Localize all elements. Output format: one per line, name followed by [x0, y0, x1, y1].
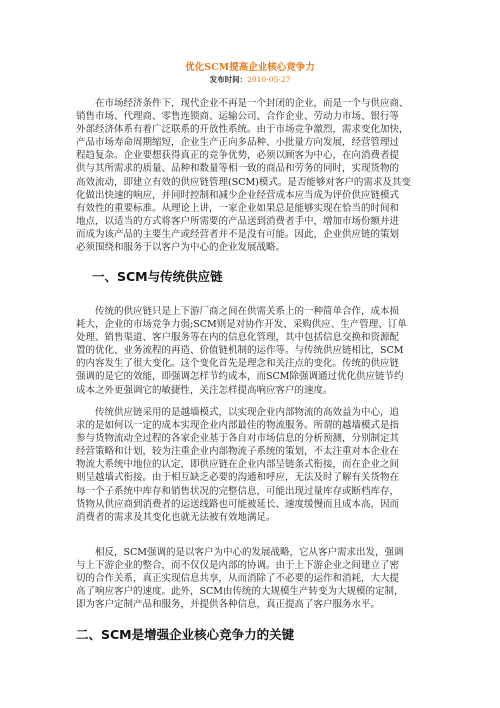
text-line: 成本之外更强调它的敏捷性，关注怎样提高响应客户的速度。	[76, 384, 333, 396]
text-line: 程趋复杂。企业要想获得真正的竞争优势，必须以顾客为中心，在向消费者提	[76, 150, 400, 162]
paragraph-customer-centric	[76, 546, 426, 611]
text-line: 参与货物流动全过程的各家企业基于各自对市场信息的分析预测，分别制定其	[76, 433, 400, 445]
text-line: 化做出快速的响应，并同时控制和减少企业经营成本应当成为评价供应链模式	[76, 189, 400, 201]
text-line: 每一个子系统中库存和销售状况的完整信息，可能出现过量库存或断档库存，	[76, 485, 400, 497]
section-heading-1: 一、SCM与传统供应链	[92, 269, 223, 284]
text-line: 在市场经济条件下，现代企业不再是一个封闭的企业，而是一个与供应商、	[76, 98, 409, 109]
paragraph-wall-mode	[76, 406, 426, 524]
text-line: 则呈越墙式衔接。由于相互缺乏必要的沟通和呼应，无法及时了解有关货物在	[76, 472, 400, 484]
text-line: 切的合作关系，真正实现信息共享，从而消除了不必要的运作和消耗，大大提	[76, 573, 400, 585]
text-line: 求的是如何以一定的成本实现企业内部最佳的物流服务。所谓的越墙模式是指	[76, 420, 400, 432]
publish-date-label: 发布时间：	[209, 75, 248, 84]
text-line: 与上下游企业的整合，而不仅仅是内部的协调。由于上下游企业之间建立了密	[76, 560, 400, 572]
text-line: 耗大，企业的市场竞争力弱;SCM则是对协作开发、采购供应、生产管理、订单	[76, 319, 407, 331]
text-line: 供与其所需求的质量、品种和数量等相一致的商品和劳务的同时，实现货物的	[76, 163, 400, 175]
text-line: 高效流动，即建立有效的供应链管理(SCM)模式。是否能够对客户的需求及其变	[76, 176, 411, 188]
text-line: 而成为该产品的主要生产或经营者并不是没有可能。因此，企业供应链的策划	[76, 228, 400, 240]
text-line: 消费者的需求及其变化也就无法被有效地满足。	[76, 511, 276, 523]
text-line: 外部经济体系有着广泛联系的开放性系统。由于市场竞争激烈，需求变化加快，	[76, 124, 409, 136]
text-line: 物流大系统中地位的认定，即供应链在企业内部呈链条式衔接，而在企业之间	[76, 459, 400, 471]
publish-info	[0, 74, 500, 85]
text-line: 处理、销售渠道、客户服务等在内的信息化管理，其中包括信息交换和资源配	[76, 332, 400, 344]
text-line: 的内容发生了很大变化。这个变化首先是理念和关注点的变化。传统的供应链	[76, 358, 400, 370]
text-line: 必须围绕和服务于以客户为中心的企业发展战略。	[76, 242, 286, 254]
text-line: 产品市场寿命周期缩短，企业生产正向多品种、小批量方向发展，经营管理过	[76, 137, 400, 149]
section-heading-2: 二、SCM是增强企业核心竞争力的关键	[76, 627, 295, 642]
paragraph-traditional-chain	[76, 305, 426, 397]
text-line: 相反，SCM强调的是以客户为中心的发展战略，它从客户需求出发，强调	[76, 547, 404, 558]
text-line: 经营策略和计划，较为注重企业内部物流子系统的策划，不太注重对本企业在	[76, 446, 400, 458]
text-line: 即为客户定制产品和服务，并提供各种信息，真正提高了客户服务水平。	[76, 599, 381, 611]
text-line: 强调的是它的效能，即强调怎样节约成本，而SCM除强调通过优化供应链节约	[76, 371, 404, 383]
article-title: 优化SCM提高企业核心竞争力	[185, 62, 315, 73]
text-line: 有效性的重要标准。从理论上讲，一家企业如果总是能够实现在恰当的时间和	[76, 202, 400, 214]
text-line: 货物从供应商到消费者的运送线路也可能被延长、速度缓慢而且成本高，因而	[76, 498, 400, 510]
publish-date: 2010-05-27	[247, 75, 291, 84]
paragraph-intro	[76, 97, 426, 254]
text-line: 销售市场、代理商、零售连锁商、运输公司、合作企业、劳动力市场、银行等	[76, 111, 400, 123]
text-line: 置的优化、业务流程的再造、价值链机制的运作等。与传统供应链相比，SCM	[76, 345, 404, 357]
text-line: 高了响应客户的速度。此外，SCM由传统的大规模生产转变为大规模的定制，	[76, 586, 404, 598]
text-line: 传统供应链采用的是越墙模式，以实现企业内部物流的高效益为中心，追	[76, 407, 400, 418]
text-line: 地点，以适当的方式将客户所需要的产品送到消费者手中，增加市场份额并进	[76, 215, 400, 227]
text-line: 传统的供应链只是上下游厂商之间在供需关系上的一种简单合作，成本损	[76, 306, 400, 317]
